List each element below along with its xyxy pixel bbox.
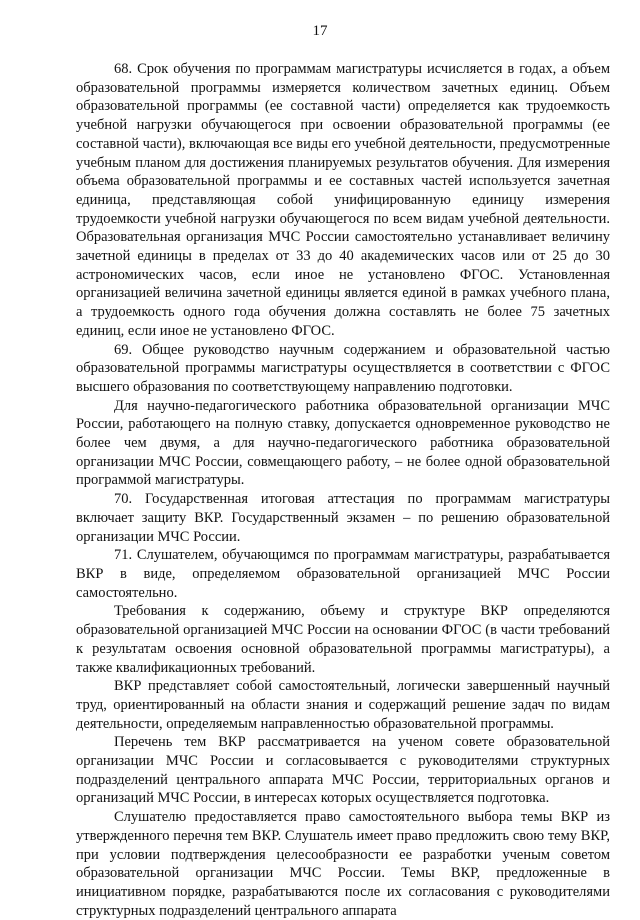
paragraph-topic-choice: Слушателю предоставляется право самостоятельного выбора темы ВКР из утвержденного перечня тем ВКР. Слушатель имеет право предложить свою тему ВКР, при условии подтверждения целесообразности ее разработки ученым советом образовательной организации МЧС России. Темы ВКР, предложенные в инициативном порядке, разрабатываются после их согласования с руководителями структурных подразделений центрального аппарата xyxy=(76,809,610,919)
page-number: 17 xyxy=(312,23,328,39)
paragraph-70: 70. Государственная итоговая аттестация по программам магистратуры включает защиту ВКР. Государственный экзамен – по решению образовательной организации МЧС России. xyxy=(76,491,610,545)
paragraph-topic-list: Перечень тем ВКР рассматривается на ученом совете образовательной организации МЧС России и согласовывается с руководителями структурных подразделений центрального аппарата МЧС России, территориальных органов и организаций МЧС России, в интересах которых осуществляется подготовка. xyxy=(76,734,610,807)
paragraph-69: 69. Общее руководство научным содержанием и образовательной частью образовательной программы магистратуры осуществляется в соответствии с ФГОС высшего образования по соответствующему направлению подготовки. xyxy=(76,341,610,395)
paragraph-68: 68. Срок обучения по программам магистратуры исчисляется в годах, а объем образовательной программы измеряется количеством зачетных единиц. Объем образовательной программы (ее составной части) определяется как трудоемкость учебной нагрузки обучающегося при освоении образовательной программы (ее составной части), включающая все виды его учебной деятельности, предусмотренные учебным планом для достижения планируемых результатов обучения. Для измерения объема образовательной программы и ее составных частей используется зачетная единица, представляющая собой унифицированную единицу измерения трудоемкости учебной нагрузки обучающегося по всем видам учебной деятельности. Образовательная организация МЧС России самостоятельно устанавливает величину зачетной единицы в пределах от 33 до 40 академических часов или от 25 до 30 астрономических часов, если иное не установлено ФГОС. Установленная организацией величина зачетной единицы является единой в рамках учебного плана, а трудоемкость одного года обучения должна составлять не более 75 зачетных единиц, если иное не установлено ФГОС. xyxy=(76,61,611,339)
document-body xyxy=(76,60,610,920)
paragraph-requirements: Требования к содержанию, объему и структуре ВКР определяются образовательной организацией МЧС России на основании ФГОС (в части требований к результатам освоения основной образовательной программы магистратуры), а также квалификационных требований. xyxy=(76,603,610,676)
paragraph-71: 71. Слушателем, обучающимся по программам магистратуры, разрабатывается ВКР в виде, определяемом образовательной организацией МЧС России самостоятельно. xyxy=(76,547,610,601)
paragraph-vkr-definition: ВКР представляет собой самостоятельный, логически завершенный научный труд, ориентированный на области знания и содержащий решение задач по видам деятельности, определяемым направленностью образовательной программы. xyxy=(76,678,610,732)
paragraph-supervision: Для научно-педагогического работника образовательной организации МЧС России, работающего на полную ставку, допускается одновременное руководство не более чем двумя, а для научно-педагогического работника образовательной организации МЧС России, совмещающего работу, – не более одной образовательной программой магистратуры. xyxy=(76,397,610,489)
